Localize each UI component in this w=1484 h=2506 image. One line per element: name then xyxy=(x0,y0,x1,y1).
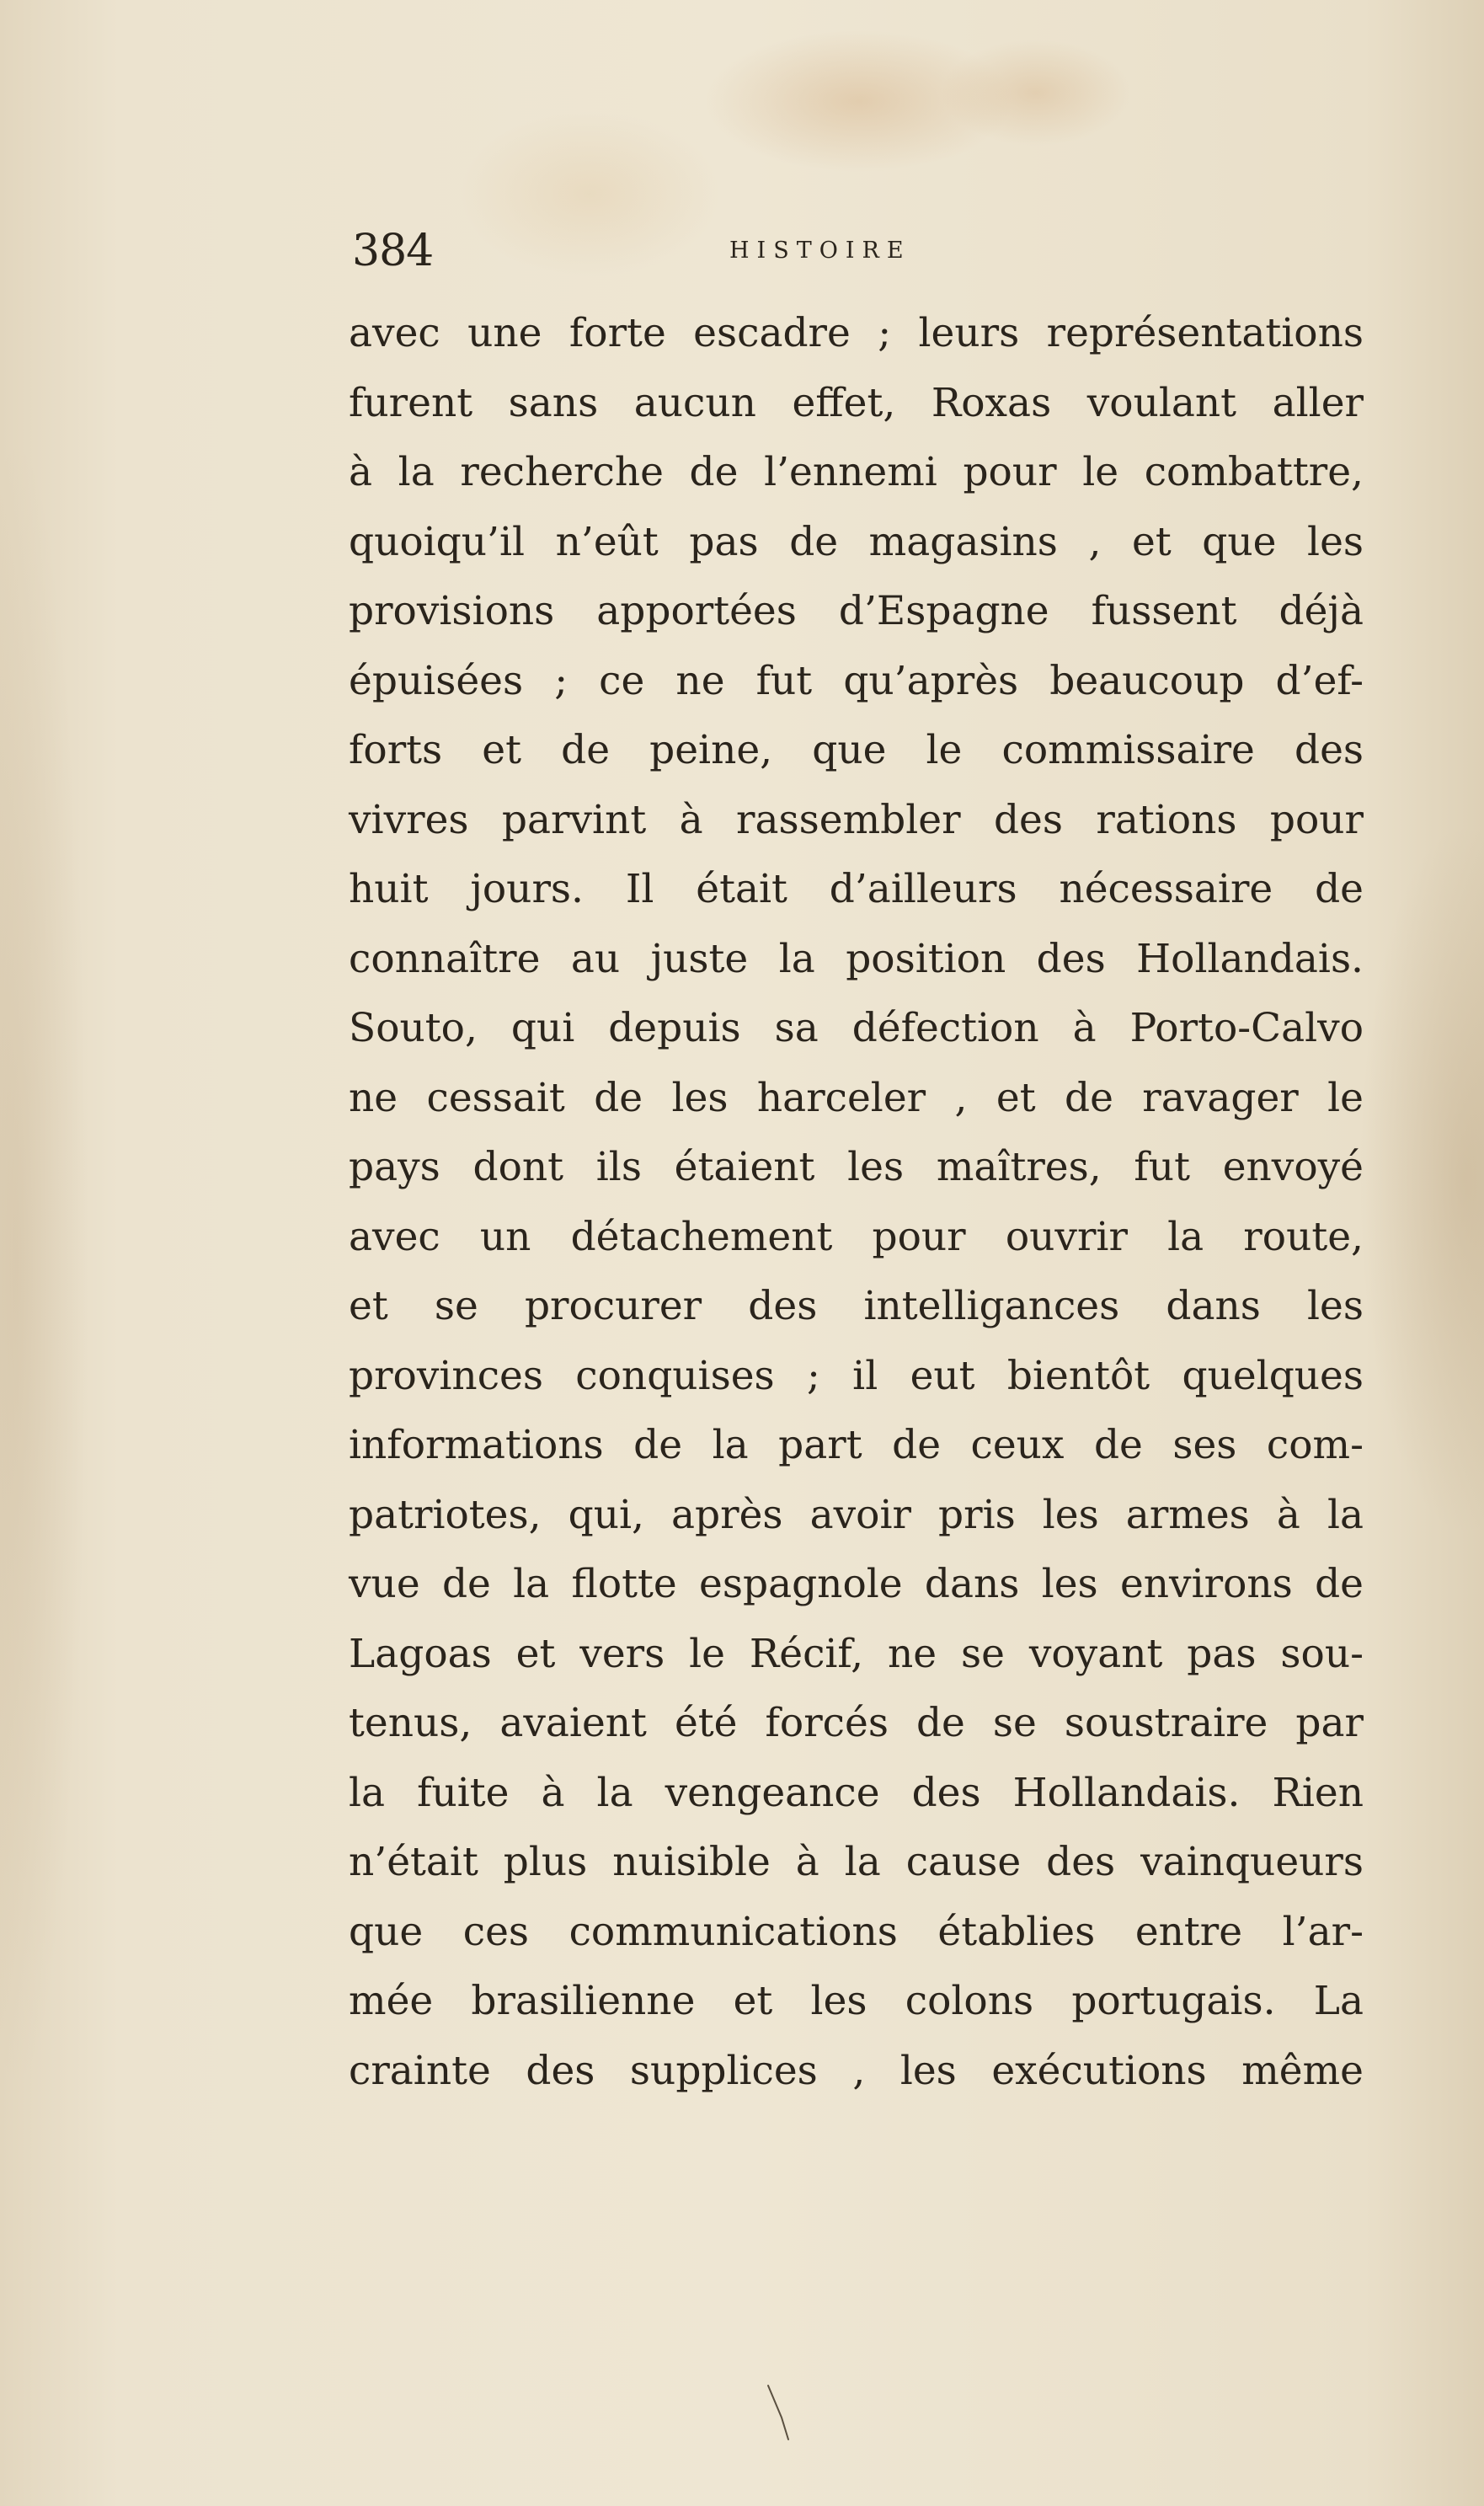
text-line: n’était plus nuisible à la cause des vainqueurs xyxy=(349,1839,1364,1885)
text-line: crainte des supplices , les exécutions même xyxy=(349,2047,1364,2094)
pen-mark xyxy=(766,2384,792,2443)
text-line: et se procurer des intelligances dans les xyxy=(349,1283,1364,1329)
text-line: provisions apportées d’Espagne fussent déjà xyxy=(349,588,1364,634)
text-line: pays dont ils étaient les maîtres, fut envoyé xyxy=(349,1144,1364,1190)
text-line: furent sans aucun effet, Roxas voulant aller xyxy=(349,379,1364,426)
text-line: avec une forte escadre ; leurs représentations xyxy=(349,310,1364,356)
text-line: Lagoas et vers le Récif, ne se voyant pas sou- xyxy=(349,1630,1364,1677)
text-line: ne cessait de les harceler , et de ravager le xyxy=(349,1074,1364,1121)
text-line: patriotes, qui, après avoir pris les armes à la xyxy=(349,1491,1364,1538)
running-head: HISTOIRE xyxy=(729,238,911,264)
text-line: mée brasilienne et les colons portugais. La xyxy=(349,1978,1364,2024)
text-line: connaître au juste la position des Hollandais. xyxy=(349,935,1364,982)
body-text xyxy=(349,299,1364,2106)
page-number: 384 xyxy=(352,226,434,276)
text-line: avec un détachement pour ouvrir la route, xyxy=(349,1213,1364,1260)
page-header xyxy=(352,226,1367,276)
text-line: Souto, qui depuis sa défection à Porto-Calvo xyxy=(349,1005,1364,1051)
text-line: que ces communications établies entre l’ar- xyxy=(349,1908,1364,1955)
text-line: épuisées ; ce ne fut qu’après beaucoup d’ef- xyxy=(349,657,1364,704)
text-line: informations de la part de ceux de ses com- xyxy=(349,1422,1364,1468)
text-line: quoiqu’il n’eût pas de magasins , et que les xyxy=(349,518,1364,565)
text-line: vivres parvint à rassembler des rations pour xyxy=(349,796,1364,843)
text-line: la fuite à la vengeance des Hollandais. Rien xyxy=(349,1769,1364,1816)
text-line: vue de la flotte espagnole dans les environs de xyxy=(349,1561,1364,1607)
text-line: à la recherche de l’ennemi pour le combattre, xyxy=(349,449,1364,495)
text-line: huit jours. Il était d’ailleurs nécessaire de xyxy=(349,866,1364,912)
text-line: forts et de peine, que le commissaire des xyxy=(349,727,1364,773)
text-line: provinces conquises ; il eut bientôt quelques xyxy=(349,1352,1364,1399)
text-line: tenus, avaient été forcés de se soustraire par xyxy=(349,1700,1364,1746)
